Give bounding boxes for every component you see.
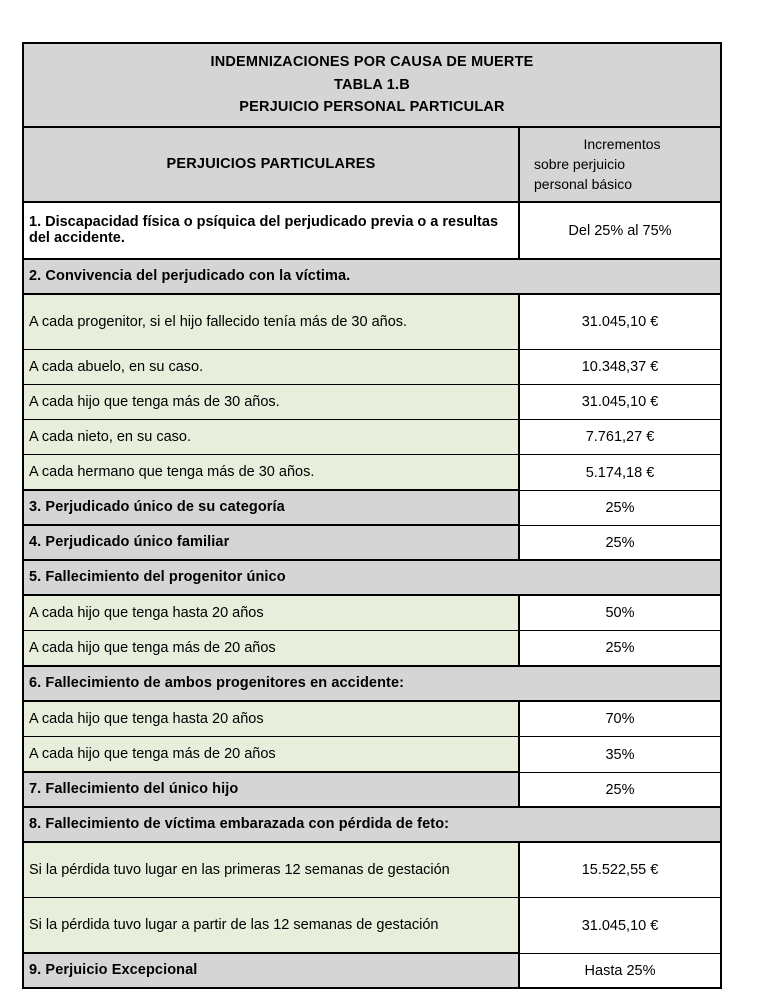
title-line-2: TABLA 1.B bbox=[334, 76, 410, 93]
table-row bbox=[23, 259, 721, 294]
table-row bbox=[23, 560, 721, 595]
row-concept-cell: 4. Perjudicado único familiar bbox=[23, 525, 519, 560]
table-row bbox=[23, 807, 721, 842]
row-concept-cell: 9. Perjuicio Excepcional bbox=[23, 953, 519, 988]
row-concept-cell: A cada hijo que tenga más de 20 años bbox=[23, 631, 519, 667]
table-row bbox=[23, 385, 721, 420]
table-row bbox=[23, 420, 721, 455]
table-title-block bbox=[23, 43, 721, 127]
table-row bbox=[23, 490, 721, 525]
row-value-cell: 5.174,18 € bbox=[519, 455, 721, 491]
row-value-cell: 25% bbox=[519, 525, 721, 560]
row-concept-cell: A cada hijo que tenga hasta 20 años bbox=[23, 595, 519, 631]
row-value-cell: 10.348,37 € bbox=[519, 350, 721, 385]
column-header-row bbox=[23, 127, 721, 203]
row-value-cell: 35% bbox=[519, 737, 721, 773]
table-container bbox=[22, 42, 722, 989]
row-concept-cell: 8. Fallecimiento de víctima embarazada con pérdida de feto: bbox=[23, 807, 721, 842]
row-value-cell: Del 25% al 75% bbox=[519, 202, 721, 259]
table-row bbox=[23, 842, 721, 898]
value-header-line-2: sobre perjuicio bbox=[534, 155, 626, 172]
row-value-cell: 31.045,10 € bbox=[519, 294, 721, 350]
table-row bbox=[23, 525, 721, 560]
table-row bbox=[23, 772, 721, 807]
row-value-cell: 31.045,10 € bbox=[519, 385, 721, 420]
title-line-1: INDEMNIZACIONES POR CAUSA DE MUERTE bbox=[210, 54, 534, 70]
row-concept-cell: 6. Fallecimiento de ambos progenitores en accidente: bbox=[23, 666, 721, 701]
row-value-cell: 25% bbox=[519, 490, 721, 525]
table-row bbox=[23, 953, 721, 988]
row-value-cell: 70% bbox=[519, 701, 721, 737]
row-concept-cell: A cada hijo que tenga más de 20 años bbox=[23, 737, 519, 773]
row-value-cell: 7.761,27 € bbox=[519, 420, 721, 455]
table-body bbox=[23, 43, 721, 988]
row-concept-cell: A cada nieto, en su caso. bbox=[23, 420, 519, 455]
row-value-cell: Hasta 25% bbox=[519, 953, 721, 988]
row-concept-cell: A cada abuelo, en su caso. bbox=[23, 350, 519, 385]
table-row bbox=[23, 898, 721, 954]
table-row bbox=[23, 350, 721, 385]
row-value-cell: 25% bbox=[519, 772, 721, 807]
row-concept-cell: 2. Convivencia del perjudicado con la víctima. bbox=[23, 259, 721, 294]
table-row bbox=[23, 294, 721, 350]
table-row bbox=[23, 701, 721, 737]
row-concept-cell: 1. Discapacidad física o psíquica del perjudicado previa o a resultas del accidente. bbox=[23, 202, 519, 259]
row-concept-cell: A cada progenitor, si el hijo fallecido tenía más de 30 años. bbox=[23, 294, 519, 350]
column-header-concept: PERJUICIOS PARTICULARES bbox=[23, 127, 519, 203]
row-concept-cell: 3. Perjudicado único de su categoría bbox=[23, 490, 519, 525]
table-row bbox=[23, 595, 721, 631]
value-header-line-3: personal básico bbox=[534, 176, 633, 193]
column-header-value bbox=[519, 127, 721, 203]
indemnizaciones-table bbox=[22, 42, 722, 989]
table-row bbox=[23, 737, 721, 773]
table-row bbox=[23, 631, 721, 667]
row-concept-cell: 7. Fallecimiento del único hijo bbox=[23, 772, 519, 807]
row-concept-cell: A cada hijo que tenga hasta 20 años bbox=[23, 701, 519, 737]
table-row bbox=[23, 202, 721, 259]
row-concept-cell: Si la pérdida tuvo lugar en las primeras 12 semanas de gestación bbox=[23, 842, 519, 898]
row-value-cell: 31.045,10 € bbox=[519, 898, 721, 954]
table-row bbox=[23, 455, 721, 491]
value-header-line-1: Incrementos bbox=[583, 135, 661, 152]
row-concept-cell: Si la pérdida tuvo lugar a partir de las 12 semanas de gestación bbox=[23, 898, 519, 954]
row-concept-cell: A cada hermano que tenga más de 30 años. bbox=[23, 455, 519, 491]
row-value-cell: 15.522,55 € bbox=[519, 842, 721, 898]
row-value-cell: 25% bbox=[519, 631, 721, 667]
table-row bbox=[23, 666, 721, 701]
title-line-3: PERJUICIO PERSONAL PARTICULAR bbox=[239, 99, 505, 115]
row-value-cell: 50% bbox=[519, 595, 721, 631]
row-concept-cell: 5. Fallecimiento del progenitor único bbox=[23, 560, 721, 595]
row-concept-cell: A cada hijo que tenga más de 30 años. bbox=[23, 385, 519, 420]
title-row bbox=[23, 43, 721, 127]
